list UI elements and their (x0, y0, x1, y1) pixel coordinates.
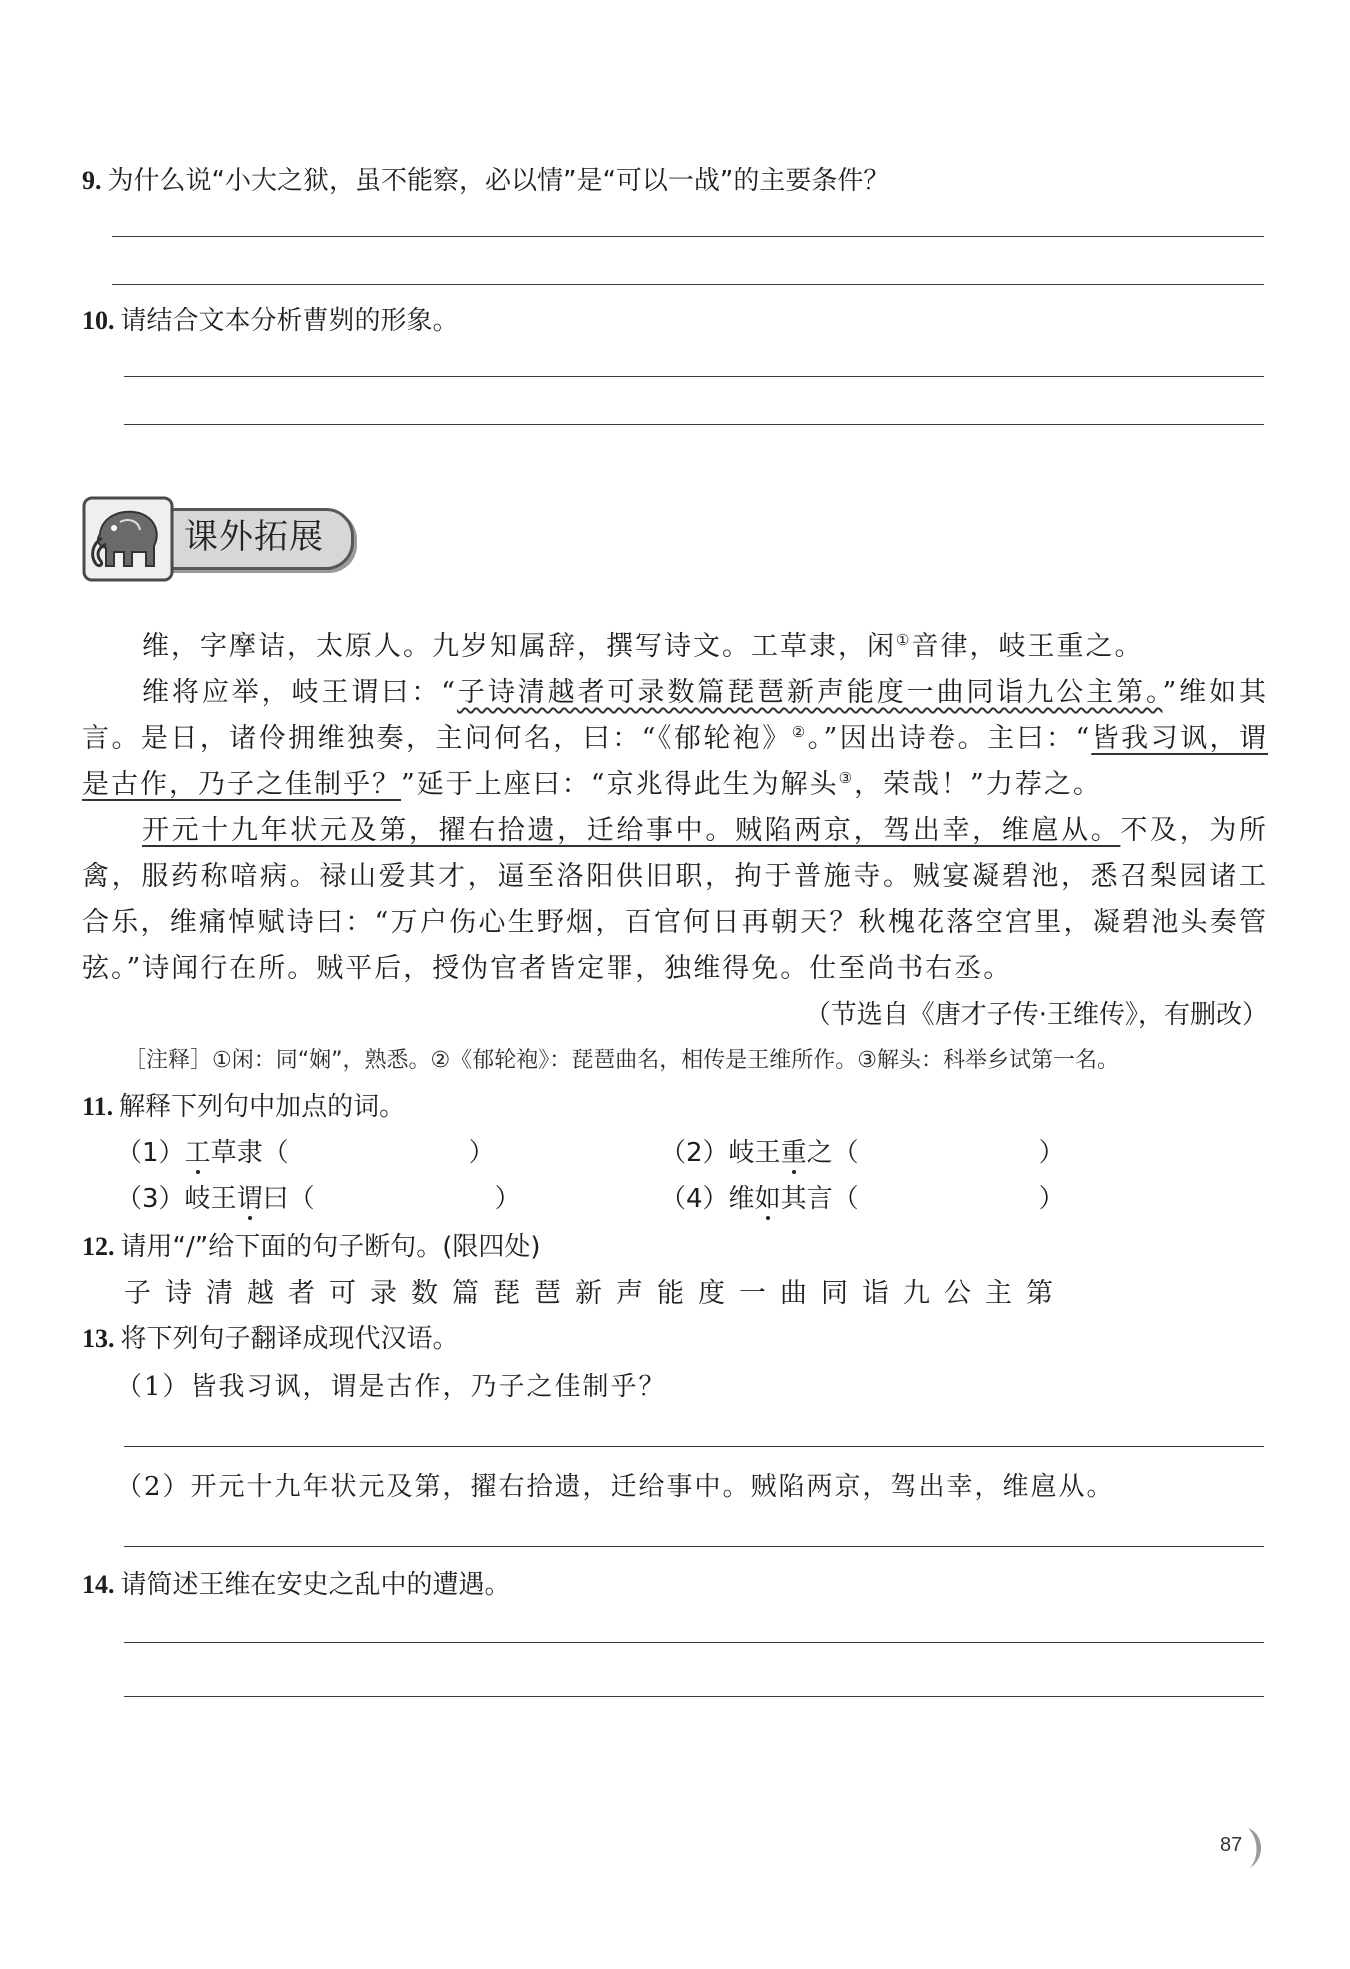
annotation-notes: ［注释］①闲：同“娴”，熟悉。②《郁轮袍》：琵琶曲名，相传是王维所作。③解头：科举乡试第一名。 (124, 1048, 1119, 1073)
classical-passage (82, 624, 1268, 992)
answer-line[interactable] (124, 1696, 1264, 1697)
underlined-sentence: 开元十九年状元及第，擢右拾遗，迁给事中。贼陷两京，驾出幸，维扈从。 (142, 815, 1121, 846)
item-index: （4） (660, 1184, 729, 1214)
wavy-underlined-sentence: 子诗清越者可录数篇琵琶新声能度一曲同诣九公主第。 (456, 677, 1163, 708)
answer-line[interactable] (124, 376, 1264, 377)
question-text: 请结合文本分析曹刿的形象。 (120, 306, 459, 336)
passage-text: 。”因出诗卷。主曰：“ (807, 723, 1092, 754)
answer-line[interactable] (112, 284, 1264, 285)
answer-line[interactable] (112, 236, 1264, 237)
question-14 (82, 1568, 511, 1602)
question-number: 10. (82, 306, 115, 335)
question-text: 将下列句子翻译成现代汉语。 (120, 1324, 459, 1354)
blank-item: （3）岐王谓曰（ ） (116, 1184, 521, 1214)
passage-text: 维，字摩诘，太原人。九岁知属辞，撰写诗文。工草隶，闲 (142, 631, 896, 662)
question-text: 请简述王维在安史之乱中的遭遇。 (120, 1570, 511, 1600)
banner-title: 课外拓展 (184, 517, 324, 557)
answer-line[interactable] (124, 1642, 1264, 1643)
blank-item: （4）维如其言（ ） (660, 1184, 1065, 1214)
question-number: 12. (82, 1232, 115, 1261)
item-index: （2） (660, 1138, 729, 1168)
page-number: 87 (1220, 1834, 1243, 1856)
footnote-marker: ② (791, 723, 808, 741)
answer-line[interactable] (124, 1546, 1264, 1547)
passage-text: 音律，岐王重之。 (911, 631, 1144, 662)
footnote-marker: ③ (838, 769, 855, 787)
blank-item: （2）岐王重之（ ） (660, 1138, 1065, 1168)
underlined-sentence: 皆我习讽，谓是古作，乃子之佳制乎？ (82, 723, 1268, 800)
answer-line[interactable] (124, 424, 1264, 425)
dotted-word: 如 (754, 1184, 781, 1214)
dotted-word: 重 (780, 1138, 807, 1168)
question-10 (82, 304, 459, 338)
passage-text: 不及，为所禽，服药称喑病。禄山爱其才，逼至洛阳供旧职，拘于普施寺。贼宴凝碧池，悉召梨园诸工合乐，维痛悼赋诗曰：“万户伤心生野烟，百官何日再朝天？秋槐花落空宫里，凝碧池头奏管弦。”诗闻行在所。贼平后，授伪官者皆定罪，独维得免。仕至尚书右丞。 (82, 815, 1269, 984)
elephant-emblem-icon (80, 494, 176, 584)
passage-text: 维将应举，岐王谓曰：“ (142, 677, 457, 708)
question-number: 11. (82, 1092, 114, 1121)
question-text: 请用“/”给下面的句子断句。(限四处) (120, 1232, 541, 1262)
passage-text: ，荣哉！”力荐之。 (854, 769, 1102, 800)
question-number: 13. (82, 1324, 115, 1353)
translate-sentence-1: （1）皆我习讽，谓是古作，乃子之佳制乎？ (116, 1372, 667, 1402)
sentence-to-punctuate[interactable]: 子诗清越者可录数篇琵琶新声能度一曲同诣九公主第 (124, 1278, 1067, 1309)
question-12 (82, 1230, 541, 1264)
blank-item: （1）工草隶（ ） (116, 1138, 495, 1168)
source-citation: （节选自《唐才子传·王维传》，有删改） (804, 1000, 1268, 1030)
passage-text: ”延于上座曰：“京兆得此生为解头 (401, 769, 839, 800)
question-number: 9. (82, 166, 102, 195)
passage-paragraph (82, 624, 1268, 670)
question-9 (82, 164, 889, 198)
page-number-badge (1210, 1824, 1266, 1872)
item-index: （1） (116, 1138, 185, 1168)
question-text: 为什么说“小大之狱，虽不能察，必以情”是“可以一战”的主要条件？ (107, 166, 890, 196)
question-13 (82, 1322, 459, 1356)
question-number: 14. (82, 1570, 115, 1599)
passage-paragraph (82, 670, 1268, 808)
translate-sentence-2: （2）开元十九年状元及第，擢右拾遗，迁给事中。贼陷两京，驾出幸，维扈从。 (116, 1472, 1115, 1502)
question-11 (82, 1090, 405, 1124)
footnote-marker: ① (896, 631, 912, 649)
passage-text: ”维如其言。是日，诸伶拥维独奏，主问何名，曰：“《郁轮袍》 (82, 677, 1268, 754)
question-text: 解释下列句中加点的词。 (119, 1092, 406, 1122)
dotted-word: 工 (184, 1138, 211, 1168)
section-banner (80, 494, 358, 584)
answer-line[interactable] (124, 1446, 1264, 1447)
dotted-word: 谓 (236, 1184, 263, 1214)
item-index: （3） (116, 1184, 185, 1214)
passage-paragraph (82, 808, 1268, 992)
